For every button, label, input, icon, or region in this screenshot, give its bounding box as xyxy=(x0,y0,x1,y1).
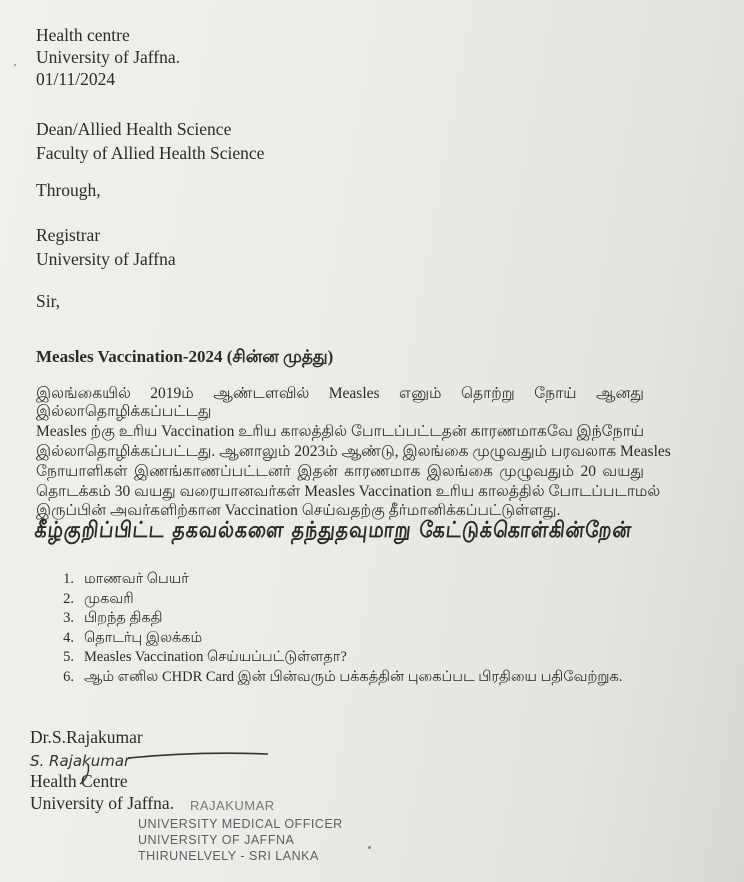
list-item-number: 6. xyxy=(63,668,74,685)
list-item-number: 2. xyxy=(63,590,74,607)
list-item xyxy=(34,668,622,688)
signatory-line-2: Health Centre xyxy=(30,771,128,791)
sender-line-1: Health centre xyxy=(36,25,130,45)
stamp-line-1: RAJAKUMAR xyxy=(190,798,275,813)
list-item-number: 1. xyxy=(63,571,74,587)
body-line-3: Measles ற்கு உரிய Vaccination உரிய காலத்தில் போடப்பட்டதன் காரணமாகவே இந்நோய் xyxy=(36,423,645,440)
recipient-line-1: Dean/Allied Health Science xyxy=(36,119,232,139)
salutation: Sir, xyxy=(36,291,61,311)
list-item xyxy=(34,570,622,590)
list-item-number: 3. xyxy=(63,610,74,626)
body-line-6: தொடக்கம் 30 வயது வரையானவர்கள் Measles Vaccination உரிய காலத்தில் போடப்படாமல் xyxy=(36,483,661,500)
list-item-number: 4. xyxy=(63,629,74,646)
through-label: Through, xyxy=(36,180,101,200)
list-item-number: 5. xyxy=(63,649,74,665)
signature-text: S. Rajakumar xyxy=(30,752,131,770)
body-line-5: நோயாளிகள் இணங்காணப்பட்டனர் இதன் காரணமாக இலங்கை முழுவதும் 20 வயது xyxy=(36,463,644,480)
paper-mark xyxy=(368,846,371,849)
sender-line-2: University of Jaffna. xyxy=(36,47,181,67)
signature-stroke xyxy=(128,753,268,758)
registrar-line-2: University of Jaffna xyxy=(36,249,176,269)
list-item xyxy=(34,648,622,668)
requested-details-list xyxy=(34,570,622,687)
signature-graphic xyxy=(28,744,278,786)
body-line-7: இருப்பின் அவர்களிற்கான Vaccination செய்வதற்கு தீர்மானிக்கப்பட்டுள்ளது. xyxy=(36,502,561,519)
list-item-text: Measles Vaccination செய்யப்பட்டுள்ளதா? xyxy=(84,649,347,665)
list-item-text: பிறந்த திகதி xyxy=(84,610,163,626)
signatory-name: Dr.S.Rajakumar xyxy=(30,727,143,747)
list-item xyxy=(34,629,622,649)
list-item xyxy=(34,590,622,610)
body-line-4: இல்லாதொழிக்கப்பட்டது. ஆனாலும் 2023ம் ஆண்டு, இலங்கை முழுவதும் பரவலாக Measles xyxy=(36,443,671,460)
list-item-text: மாணவர் பெயர் xyxy=(84,571,189,587)
letter-date: 01/11/2024 xyxy=(36,69,116,89)
stamp-line-2: UNIVERSITY MEDICAL OFFICER xyxy=(138,817,343,831)
body-line-2: இல்லாதொழிக்கப்பட்டது xyxy=(36,403,212,420)
letter-subject: Measles Vaccination-2024 (சின்ன முத்து) xyxy=(36,347,334,366)
stamp-line-4: THIRUNELVELY - SRI LANKA xyxy=(138,849,319,863)
recipient-line-2: Faculty of Allied Health Science xyxy=(36,143,265,163)
registrar-line-1: Registrar xyxy=(36,225,101,245)
handwritten-note: கீழ்குறிப்பிட்ட தகவல்களை தந்துதவுமாறு கேட்டுக்கொள்கின்றேன் xyxy=(33,517,634,543)
list-item-text: தொடர்பு இலக்கம் xyxy=(84,629,203,646)
paper-mark xyxy=(14,64,16,66)
signatory-line-3: University of Jaffna. xyxy=(30,793,175,813)
body-line-1: இலங்கையில் 2019ம் ஆண்டளவில் Measles எனும் தொற்று நோய் ஆனது xyxy=(36,385,644,402)
stamp-line-3: UNIVERSITY OF JAFFNA xyxy=(138,833,295,847)
list-item-text: ஆம் எனில CHDR Card இன் பின்வரும் பக்கத்தின் புகைப்பட பிரதியை பதிவேற்றுக. xyxy=(84,668,623,685)
list-item-text: முகவரி xyxy=(84,590,134,607)
list-item xyxy=(34,609,622,629)
